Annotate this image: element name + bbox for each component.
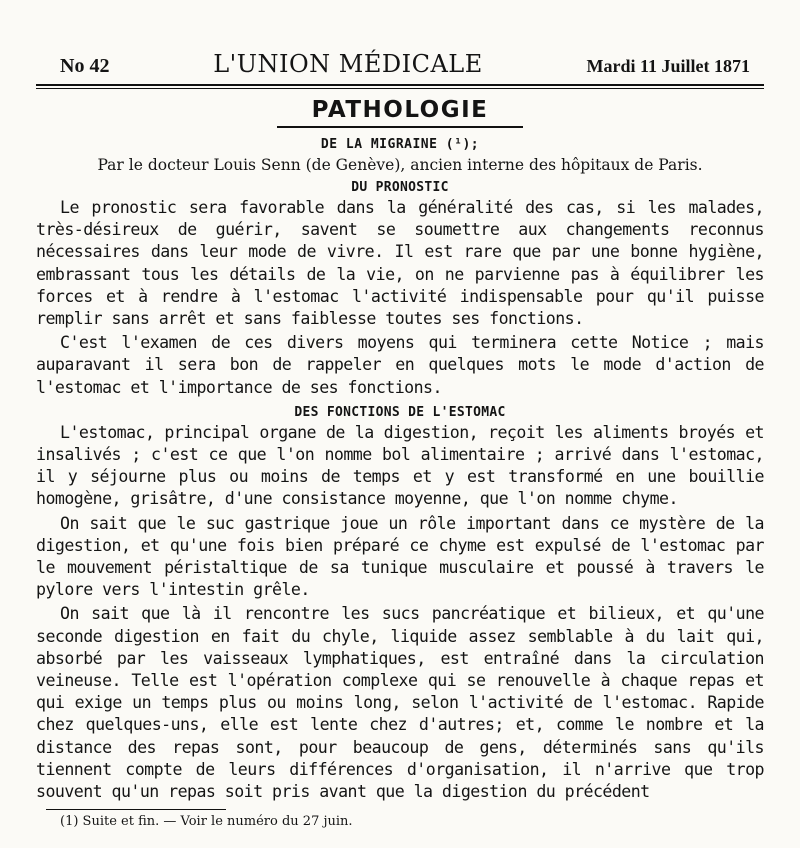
section-heading-fonctions: DES FONCTIONS DE L'ESTOMAC xyxy=(294,404,506,420)
article-subtitle: DE LA MIGRAINE (¹); xyxy=(320,137,480,152)
issue-number: No 42 xyxy=(60,55,110,77)
article-byline: Par le docteur Louis Senn (de Genève), ancien interne des hôpitaux de Paris. xyxy=(97,156,703,174)
paragraph: On sait que là il rencontre les sucs pancréatique et bilieux, et qu'une seconde digestion en fait du chyle, liquide assez semblable à du lait qui, absorbé par les vaisseaux lymphatiques, est entraîné dans la circulation veineuse. Telle est l'opération complexe qui se renouvelle à chaque repas et qui exige un temps plus ou moins long, selon l'activité de l'estomac. Rapide chez quelques-uns, elle est lente chez d'autres; et, comme le nombre et la distance des repas sont, pour beaucoup de gens, déterminés sans qu'ils tiennent compte de leurs différences d'organisation, il n'arrive que trop souvent qu'un repas soit pris avant que la digestion du précédent xyxy=(36,604,764,802)
section-heading-pronostic: DU PRONOSTIC xyxy=(351,180,449,195)
paragraph: Le pronostic sera favorable dans la généralité des cas, si les malades, très-désireux de guérir, savent se soumettre aux changements reconnus nécessaires dans leur mode de vivre. Il est rare que par une bonne hygiène, embrassant tous les détails de la vie, on ne parvienne pas à équilibrer les forces et à rendre à l'estomac l'activité indispensable pour qu'il puisse remplir sans arrêt et sans faiblesse toutes ses fonctions. xyxy=(36,198,764,329)
footnote: (1) Suite et fin. — Voir le numéro du 27 juin. xyxy=(60,814,353,830)
paragraph: L'estomac, principal organe de la digestion, reçoit les aliments broyés et insalivés ; c'est ce que l'on nomme bol alimentaire ; arrivé dans l'estomac, il y séjourne plus ou moins de temps et y est transformé en une bouillie homogène, grisâtre, d'une consistance moyenne, que l'on nomme chyme. xyxy=(36,422,764,509)
rubric-underline xyxy=(277,126,523,128)
paragraph: C'est l'examen de ces divers moyens qui terminera cette Notice ; mais auparavant il sera bon de rappeler en quelques mots le mode d'action de l'estomac et l'importance de ses fonctions. xyxy=(36,333,764,397)
issue-date: Mardi 11 Juillet 1871 xyxy=(586,56,750,76)
newspaper-title: L'UNION MÉDICALE xyxy=(213,50,483,78)
masthead xyxy=(36,50,764,78)
rubric-title: PATHOLOGIE xyxy=(311,97,489,123)
masthead-rule xyxy=(36,84,764,89)
footnote-rule xyxy=(46,809,226,810)
paragraph: On sait que le suc gastrique joue un rôle important dans ce mystère de la digestion, et qu'une fois bien préparé ce chyme est expulsé de l'estomac par le mouvement péristaltique de sa tunique musculaire et poussé à travers le pylore vers l'intestin grêle. xyxy=(36,513,764,600)
